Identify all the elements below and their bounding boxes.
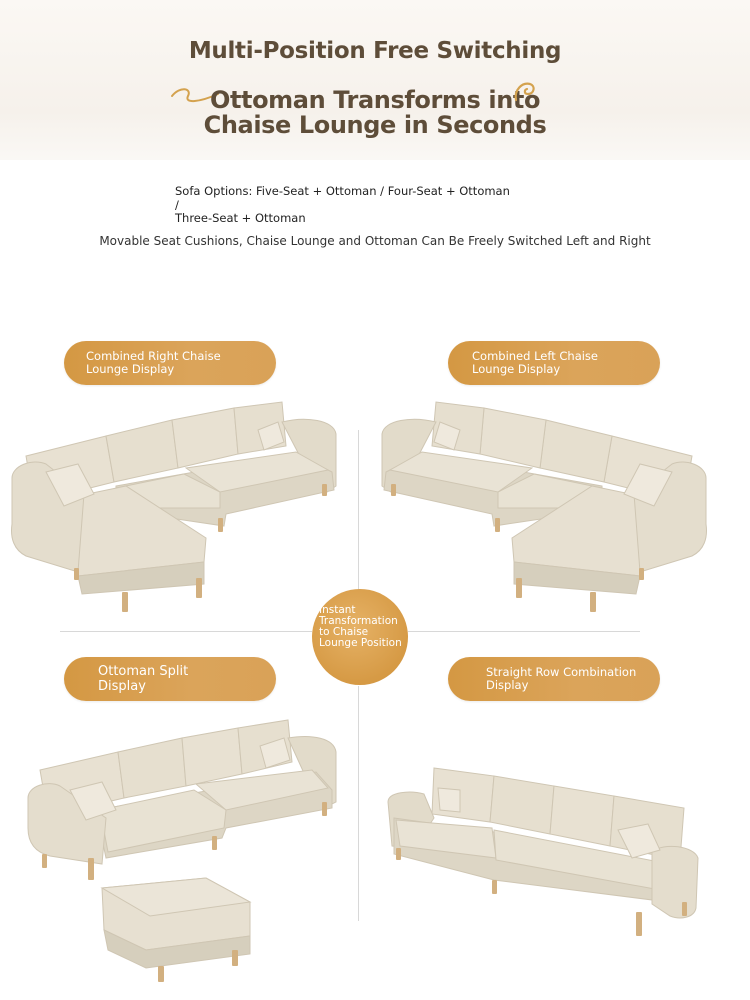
straight-row-label [448, 657, 660, 701]
sofa-image-straight-row [384, 762, 702, 948]
divider-horizontal-left [60, 631, 312, 632]
straight-row-label-text: Straight Row Combination Display [486, 665, 637, 692]
sofa-options-line-1: Sofa Options: Five-Seat + Ottoman / Four-Seat + Ottoman / [175, 184, 510, 212]
sofa-image-left-chaise [380, 398, 712, 616]
left-chaise-label [448, 341, 660, 385]
divider-vertical-bottom [358, 686, 359, 921]
divider-vertical-top [358, 430, 359, 590]
sofa-image-ottoman-split [26, 718, 340, 1000]
sofa-options [175, 185, 515, 226]
sofa-options-line-2: Three-Seat + Ottoman [175, 211, 306, 225]
sofa-image-right-chaise [6, 398, 338, 616]
page-title: Multi-Position Free Switching [188, 38, 562, 64]
left-chaise-label-text: Combined Left Chaise Lounge Display [472, 349, 599, 376]
right-chaise-label-text: Combined Right Chaise Lounge Display [86, 349, 221, 376]
right-chaise-label [64, 341, 276, 385]
gold-swirl-right-icon [512, 80, 538, 106]
ottoman-split-label-text: Ottoman Split Display [98, 664, 189, 694]
divider-horizontal-right [408, 631, 640, 632]
center-badge-text: Instant Transformation to Chaise Lounge Position [319, 604, 402, 649]
page-subtitle [0, 88, 750, 138]
ottoman-split-label [64, 657, 276, 701]
movable-note: Movable Seat Cushions, Chaise Lounge and Ottoman Can Be Freely Switched Left and Right [99, 234, 651, 248]
subtitle-line-2: Chaise Lounge in Seconds [203, 111, 547, 139]
subtitle-line-1: Ottoman Transforms into [209, 86, 541, 114]
